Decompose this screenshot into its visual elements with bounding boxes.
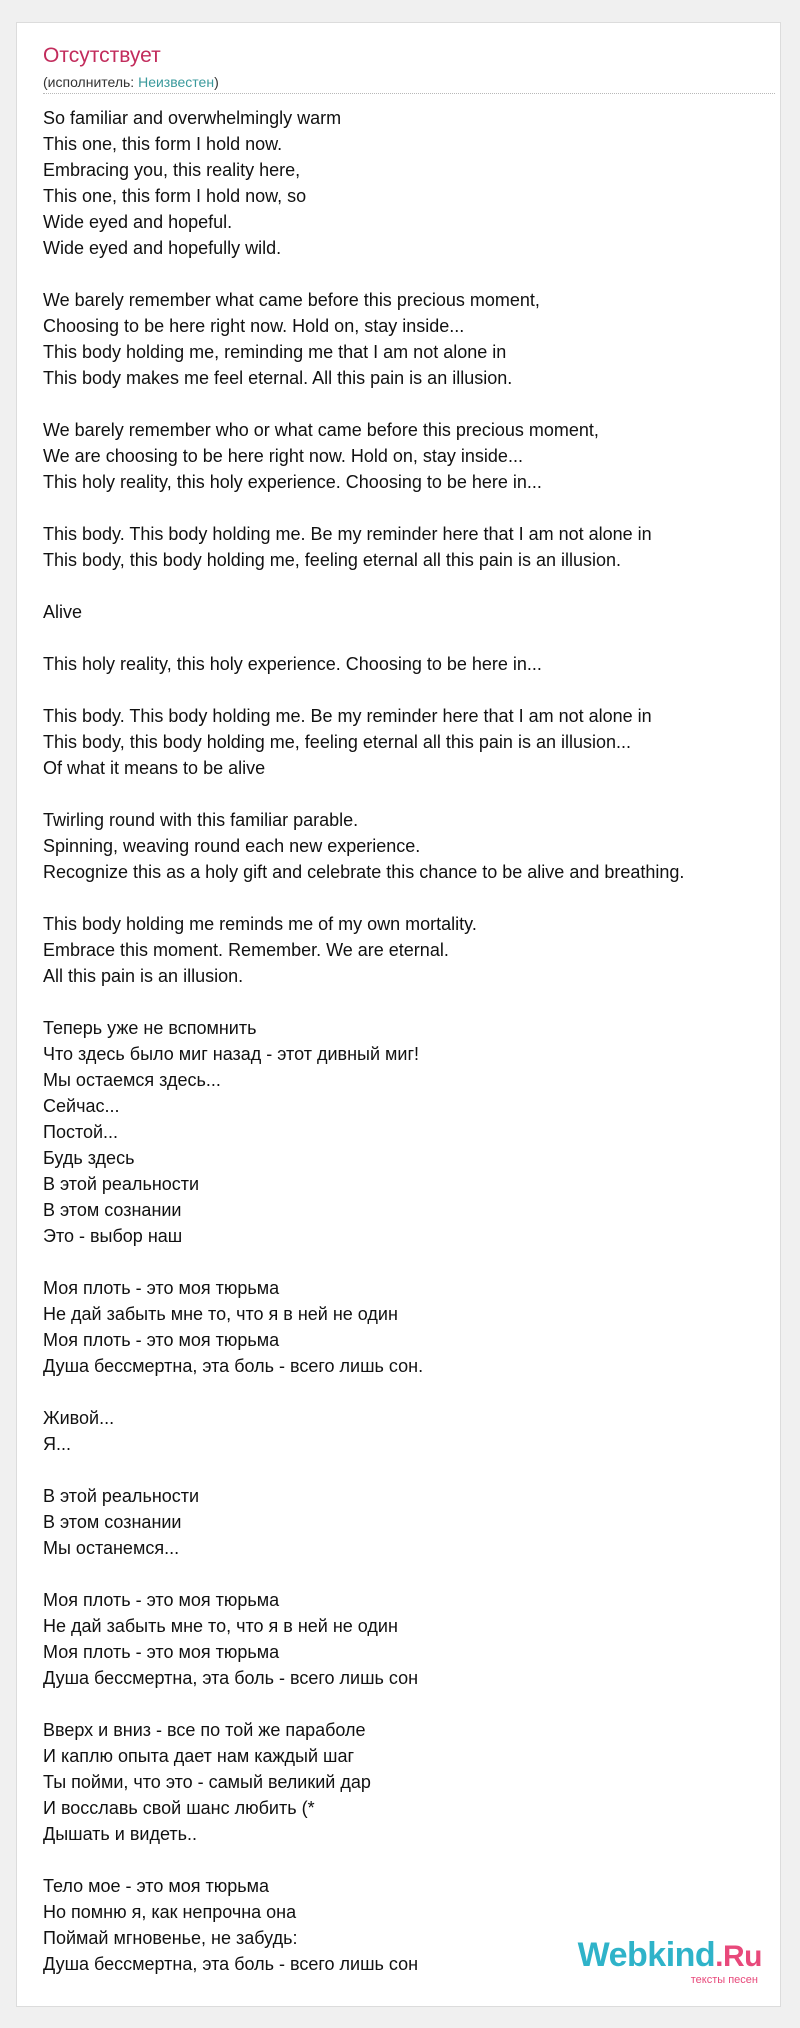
stanza-break — [43, 677, 783, 703]
lyric-line: We barely remember what came before this precious moment, — [43, 290, 540, 310]
stanza-break — [43, 261, 783, 287]
lyric-line: This body. This body holding me. Be my reminder here that I am not alone in — [43, 706, 652, 726]
lyric-line: Душа бессмертна, эта боль - всего лишь сон. — [43, 1356, 424, 1376]
lyric-line: Моя плоть - это моя тюрьма — [43, 1278, 280, 1298]
lyric-line: Spinning, weaving round each new experience. — [43, 836, 421, 856]
lyric-line: We are choosing to be here right now. Hold on, stay inside... — [43, 446, 523, 466]
lyric-line: Душа бессмертна, эта боль - всего лишь сон — [43, 1668, 419, 1688]
artist-suffix: ) — [214, 74, 219, 90]
lyric-line: This one, this form I hold now. — [43, 134, 283, 154]
lyric-line: Of what it means to be alive — [43, 758, 266, 778]
lyric-line: Я... — [43, 1434, 72, 1454]
logo-wordmark — [578, 1938, 762, 1974]
lyric-line: Теперь уже не вспомнить — [43, 1018, 257, 1038]
lyric-line: Тело мое - это моя тюрьма — [43, 1876, 270, 1896]
lyric-line: Постой... — [43, 1122, 119, 1142]
lyric-line: We barely remember who or what came before this precious moment, — [43, 420, 599, 440]
lyric-line: Сейчас... — [43, 1096, 120, 1116]
lyric-line: This body, this body holding me, feeling eternal all this pain is an illusion. — [43, 550, 621, 570]
lyric-line: This holy reality, this holy experience. Choosing to be here in... — [43, 472, 542, 492]
lyric-line: Душа бессмертна, эта боль - всего лишь сон — [43, 1954, 419, 1974]
lyric-line: This body holding me, reminding me that I am not alone in — [43, 342, 507, 362]
lyric-line: Embrace this moment. Remember. We are eternal. — [43, 940, 449, 960]
lyric-line: В этом сознании — [43, 1512, 182, 1532]
lyric-line: Вверх и вниз - все по той же параболе — [43, 1720, 366, 1740]
stanza-break — [43, 1847, 783, 1873]
webkind-logo[interactable] — [578, 1938, 762, 1986]
lyric-line: Recognize this as a holy gift and celebrate this chance to be alive and breathing. — [43, 862, 685, 882]
lyric-line: This one, this form I hold now, so — [43, 186, 307, 206]
lyric-line: В этой реальности — [43, 1486, 200, 1506]
lyric-line: This holy reality, this holy experience. Choosing to be here in... — [43, 654, 542, 674]
stanza-break — [43, 1249, 783, 1275]
stanza-break — [43, 391, 783, 417]
stanza-break — [43, 1457, 783, 1483]
lyric-line: И каплю опыта дает нам каждый шаг — [43, 1746, 355, 1766]
lyric-line: Wide eyed and hopefully wild. — [43, 238, 282, 258]
stanza-break — [43, 781, 783, 807]
lyric-line: И восславь свой шанс любить (* — [43, 1798, 315, 1818]
lyric-line: Мы останемся... — [43, 1538, 180, 1558]
lyric-line: Alive — [43, 602, 83, 622]
lyrics-card — [16, 22, 781, 2007]
artist-line — [43, 73, 219, 91]
stanza-break — [43, 1561, 783, 1587]
stanza-break — [43, 1691, 783, 1717]
lyric-line: Моя плоть - это моя тюрьма — [43, 1590, 280, 1610]
lyric-line: This body. This body holding me. Be my reminder here that I am not alone in — [43, 524, 652, 544]
artist-prefix: (исполнитель: — [43, 74, 139, 90]
lyric-line: Что здесь было миг назад - этот дивный миг! — [43, 1044, 420, 1064]
lyric-line: Мы остаемся здесь... — [43, 1070, 221, 1090]
artist-link[interactable]: Неизвестен — [138, 74, 215, 90]
stanza-break — [43, 885, 783, 911]
lyric-line: Twirling round with this familiar parable. — [43, 810, 359, 830]
lyric-line: This body makes me feel eternal. All this pain is an illusion. — [43, 368, 513, 388]
lyric-line: So familiar and overwhelmingly warm — [43, 108, 342, 128]
lyric-line: Choosing to be here right now. Hold on, stay inside... — [43, 316, 465, 336]
lyric-line: This body, this body holding me, feeling eternal all this pain is an illusion... — [43, 732, 631, 752]
lyric-line: Моя плоть - это моя тюрьма — [43, 1330, 280, 1350]
logo-domain: .Ru — [715, 1940, 762, 1973]
lyric-line: This body holding me reminds me of my own mortality. — [43, 914, 477, 934]
lyric-line: Дышать и видеть.. — [43, 1824, 198, 1844]
stanza-break — [43, 1379, 783, 1405]
lyric-line: Моя плоть - это моя тюрьма — [43, 1642, 280, 1662]
lyric-line: Wide eyed and hopeful. — [43, 212, 233, 232]
lyric-line: Поймай мгновенье, не забудь: — [43, 1928, 298, 1948]
lyric-line: Будь здесь — [43, 1148, 135, 1168]
lyric-line: В этой реальности — [43, 1174, 200, 1194]
divider — [43, 93, 775, 94]
lyric-line: Но помню я, как непрочна она — [43, 1902, 297, 1922]
lyric-line: All this pain is an illusion. — [43, 966, 244, 986]
stanza-break — [43, 625, 783, 651]
lyric-line: Не дай забыть мне то, что я в ней не один — [43, 1616, 398, 1636]
logo-brand: Webkind — [577, 1936, 716, 1974]
lyric-line: Ты пойми, что это - самый великий дар — [43, 1772, 371, 1792]
lyric-line: Это - выбор наш — [43, 1226, 183, 1246]
lyric-line: Живой... — [43, 1408, 115, 1428]
stanza-break — [43, 573, 783, 599]
song-title: Отсутствует — [43, 44, 161, 67]
lyric-line: Embracing you, this reality here, — [43, 160, 301, 180]
logo-tagline: тексты песен — [690, 1974, 758, 1986]
lyrics-body — [43, 105, 783, 1977]
lyric-line: В этом сознании — [43, 1200, 182, 1220]
stanza-break — [43, 495, 783, 521]
lyric-line: Не дай забыть мне то, что я в ней не один — [43, 1304, 398, 1324]
stanza-break — [43, 989, 783, 1015]
